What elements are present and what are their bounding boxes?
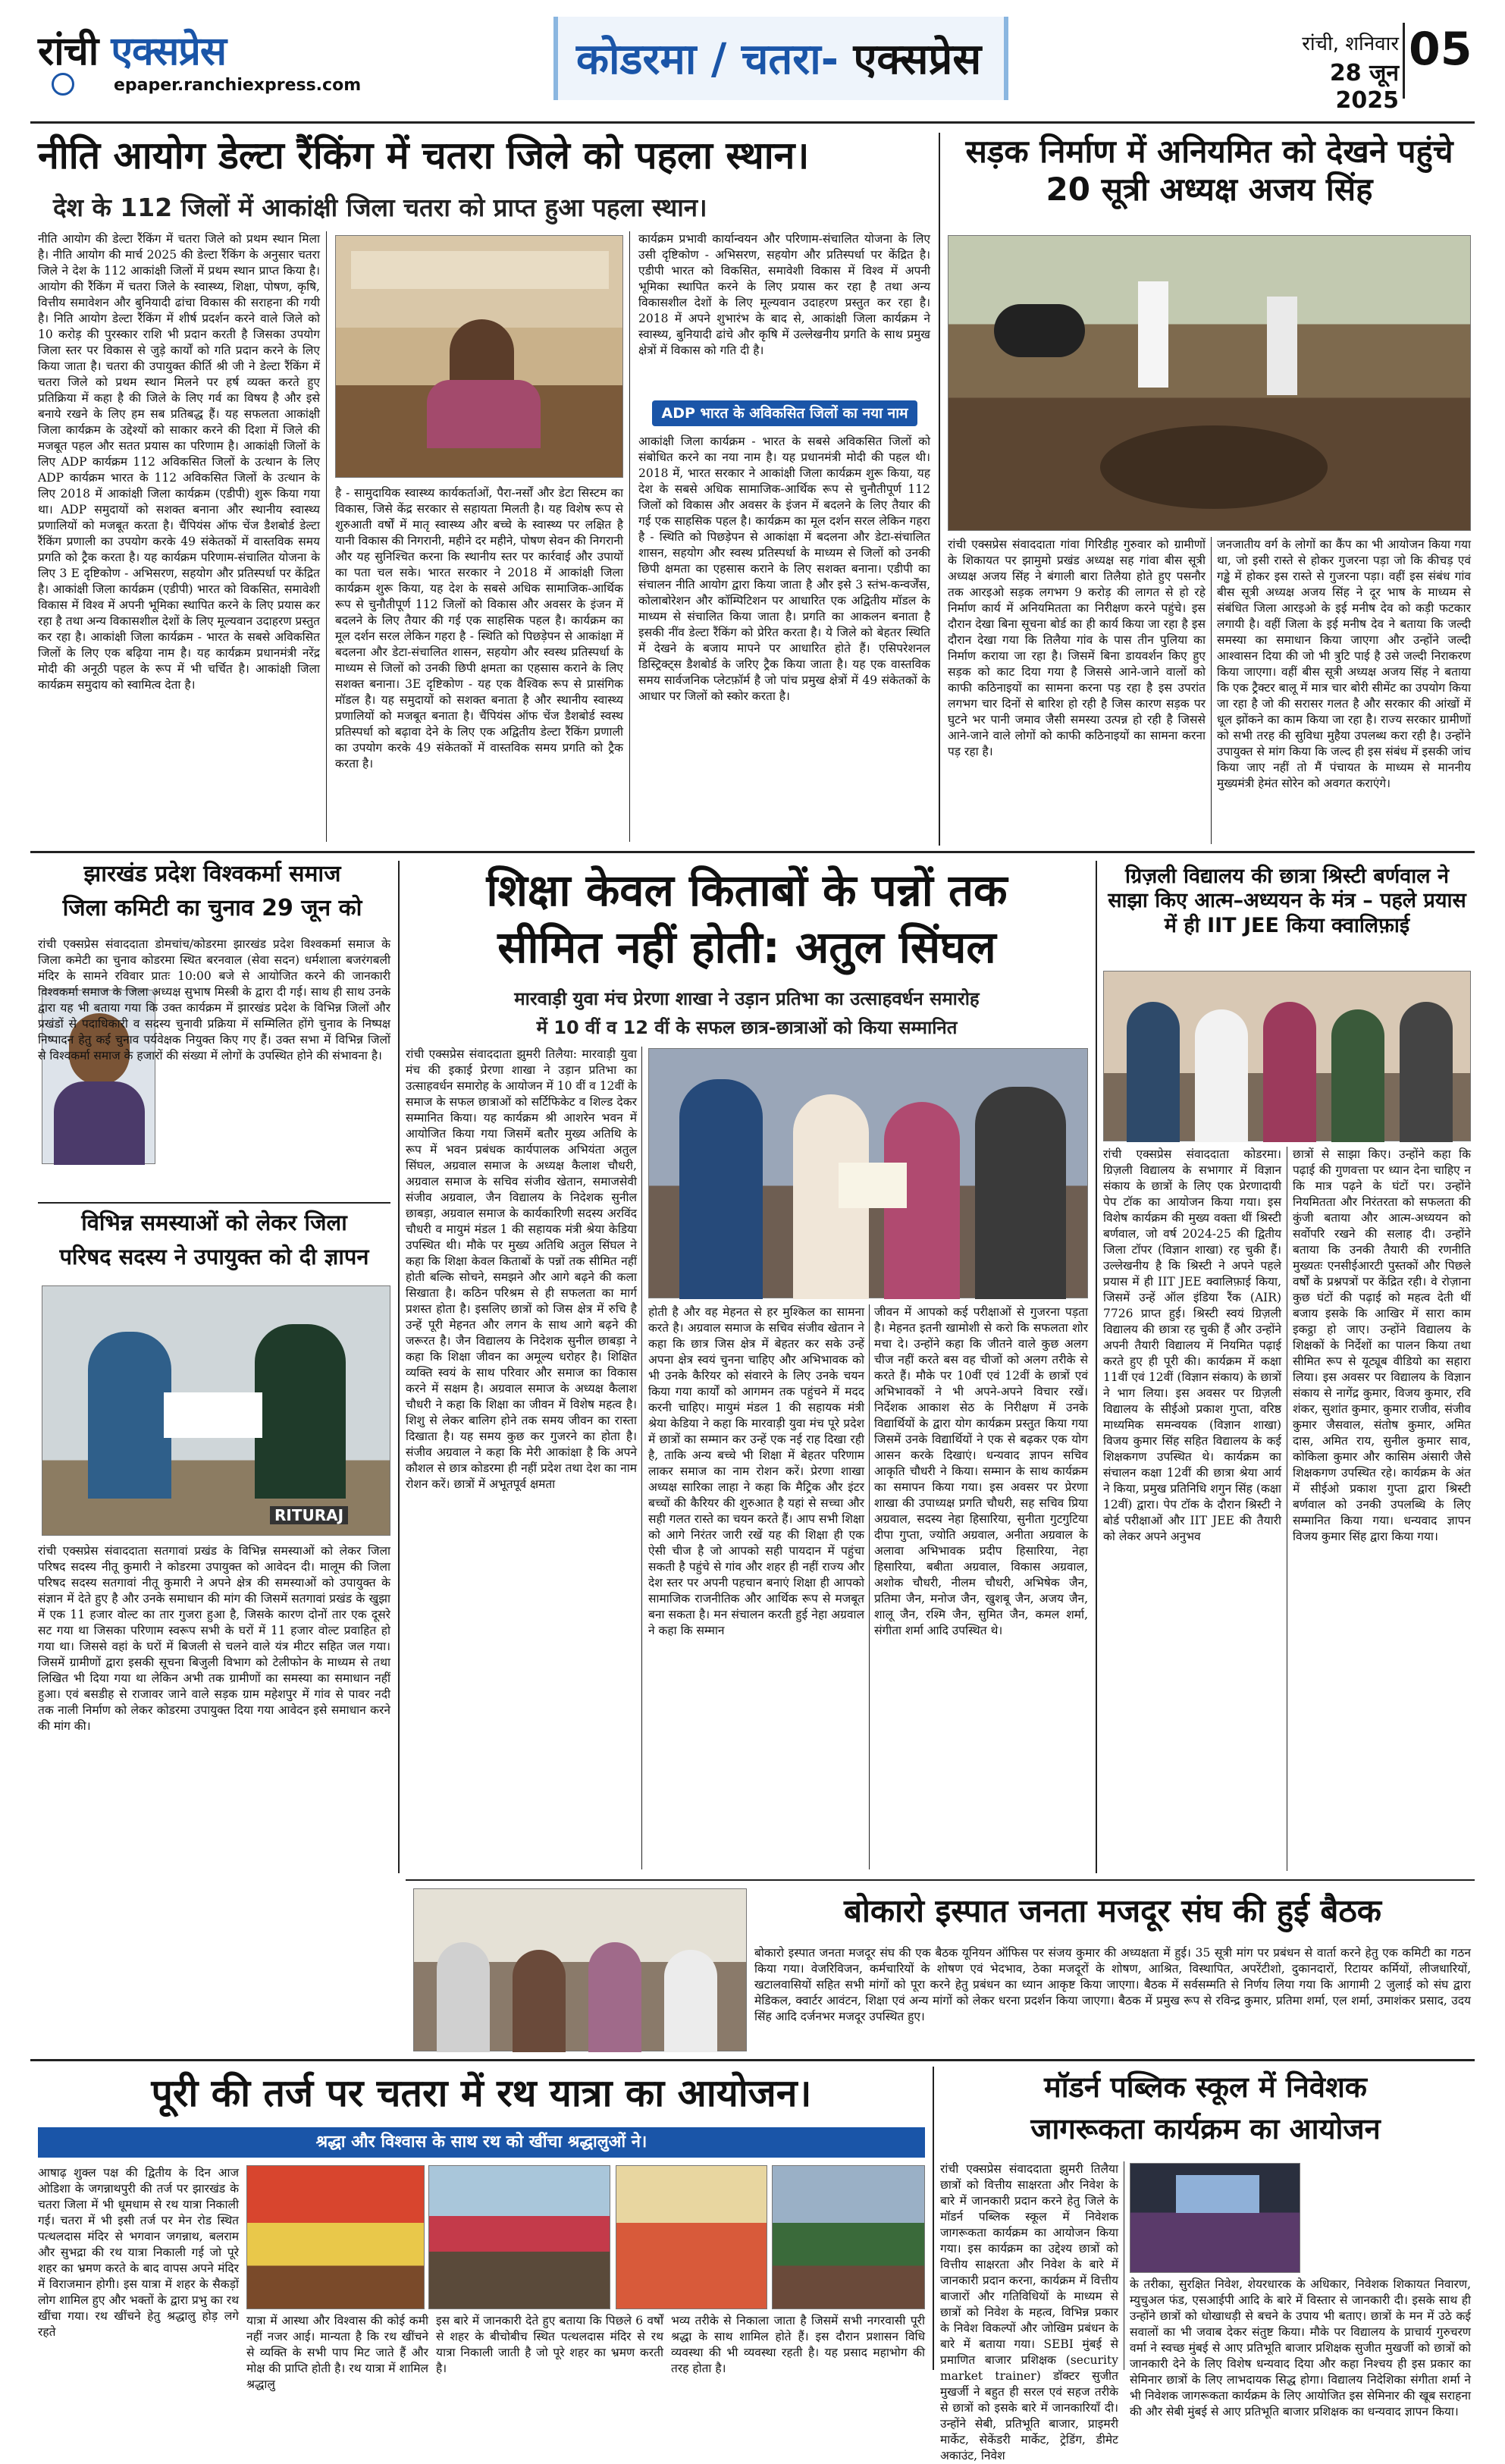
logo-text-a: रांची: [38, 29, 111, 74]
story8-col3: इस बारे में जानकारी देते हुए बताया कि पिछले 6 वर्षों से शहर के बीचोबीच स्थित पत्थलदास मंदिर से रथ यात्रा निकाली जाती है जो पूरे शहर का भ्रमण करती है।: [436, 2314, 663, 2375]
story1-headline: नीति आयोग डेल्टा रैंकिंग में चतरा जिले को पहला स्थान।: [38, 133, 810, 177]
story5-subhead-2: में 10 वीं व 12 वीं के सफल छात्र-छात्राओं को किया सम्मानित: [536, 1017, 958, 1038]
story9-col1: रांची एक्सप्रेस संवाददाता झुमरी तिलैया छात्रों को वित्तीय साक्षरता और निवेश के बारे में जानकारी प्रदान करने हेतु जिले के मॉडर्न पब्लिक स्कूल में निवेशक जागरूकता कार्यक्रम का आयोजन किया गया। इस कार्यक्रम का उद्देश्य छात्रों को वित्तीय साक्षरता और निवेश के बारे में जानकारी प्रदान करना, कार्यक्रम में वित्तीय बाजारों और गतिविधियों के माध्यम से छात्रों को निवेश के महत्व, विभिन्न प्रकार के निवेश विकल्पों और जोखिम प्रबंधन के बारे में बताया गया। SEBI मुंबई से प्रमाणित बाजार प्रशिक्षक (security market trainer) डॉक्टर सुजीत मुखर्जी ने बहुत ही सरल एवं सहज तरीके से छात्रों को इसके बारे में जानकारियाँ दी। उन्होंने सेबी, प्रतिभूति बाजार, प्राइमरी मार्केट, सेकेंडरी मार्केट, ट्रेडिंग, डीमेट अकाउंट, निवेश: [940, 2162, 1118, 2462]
story8-photo-chariot: [246, 2165, 425, 2309]
story5-photo-felicitation: [648, 1048, 1088, 1298]
story9-photo-seminar: [1130, 2163, 1300, 2273]
epaper-url[interactable]: epaper.ranchiexpress.com: [114, 76, 362, 95]
page-number: 05: [1409, 23, 1472, 76]
story3-headline-2: जिला कमिटी का चुनाव 29 जून को: [62, 895, 362, 921]
story8-col1: आषाढ़ शुक्ल पक्ष की द्वितीय के दिन आज ओडिशा के जगन्नाथपुरी की तर्ज पर झारखंड के चतरा जिला में भी धूमधाम से रथ यात्रा निकाली गई। चतरा में भी इसी तर्ज पर मेन रोड स्थित पत्थलदास मंदिर से भगवान जगन्नाथ, बलराम और सुभद्रा की रथ यात्रा निकाली गई जो पूरे शहर का भ्रमण करते के बाद वापस अपने मंदिर में विराजमान होगी। इस यात्रा में शहर के सैकड़ों लोग शामिल हुए और भक्तों के द्वारा प्रभु का रथ खींचा गया। रथ खींचने हेतु श्रद्धालु होड़ लगे रहते: [38, 2166, 239, 2339]
newspaper-logo: [38, 23, 226, 77]
story9-headline-1: मॉडर्न पब्लिक स्कूल में निवेशक: [1043, 2070, 1367, 2104]
story5-headline-1: शिक्षा केवल किताबों के पन्नों तक: [486, 865, 1008, 916]
story5-col2: होती है और वह मेहनत से हर मुश्किल का सामना करते है। अग्रवाल समाज के सचिव संजीव खेतान ने कहा कि छात्र जिस क्षेत्र में बेहतर कर सके उन्हें अपना क्षेत्र स्वयं चुनना चाहिए और अभिभावक को भी उनके कैरियर को संवारने के लिए उनके चयन किया गया कार्यों को आगमन तक पहुंचने में मदद करनी चाहिए। मायुमं मंडल 1 की सहायक मंत्री श्रेया केडिया ने कहा कि मारवाड़ी युवा मंच पूरे प्रदेश में छात्रों का सम्मान कर उन्हें एक नई राह दिखा रही है, ताकि अन्य बच्चे भी शिक्षा में बेहतर परिणाम लाकर समाज का नाम रोशन करें। प्रेरणा शाखा अध्यक्ष सारिका लाहा ने कहा कि मैट्रिक और इंटर बच्चों की कैरियर की शुरुआत है यहां से सच्चा और सही गलत रास्ते का चयन करते हैं। आप सभी शिक्षा को आगे निरंतर जारी रखें यह की शिक्षा ही एक ऐसी चीज है जो आपको सही पायदान में पहुंचा सकती है पहुंचे से गांव और शहर ही नहीं राज्य और देश स्तर पर अपनी पहचान बनाएं शिक्षा ही आपको सामाजिक राजनीतिक और आर्थिक रूप से मजबूत बना सकता है। मन संचालन करती हुई नेहा अग्रवाल ने कहा कि सम्मान: [648, 1305, 864, 1637]
story5-col1: रांची एक्सप्रेस संवाददाता झुमरी तिलैया: मारवाड़ी युवा मंच की इकाई प्रेरणा शाखा ने उड़ान प्रतिभा का उत्साहवर्धन समारोह के आयोजन में 10 वीं व 12वीं के समाज के सफल छात्राओं को सर्टिफिकेट व शिल्ड देकर सम्मानित किया। यह कार्यक्रम श्री आशरेन भवन में आयोजित किया गया जिसमें बतौर मुख्य अतिथि के रूप में भवन प्रबंधक कार्यपालक अभियंता अतुल सिंघल, अग्रवाल समाज के अध्यक्ष कैलाश चौधरी, अग्रवाल समाज के सचिव संजीव खेतान, समाजसेवी संजीव अग्रवाल, जैन विद्यालय के निदेशक सुनील छाबड़ा, अग्रवाल समाज के कार्यकारिणी सदस्य अरविंद चौधरी व मायुमं मंडल 1 की सहायक मंत्री श्रेया केडिया उपस्थित थी। मौके पर मुख्य अतिथि अतुल सिंघल ने कहा कि शिक्षा केवल किताबों के पन्नों तक सीमित नहीं होती बल्कि सोचने, समझने और आगे बढ़ने की कला सिखाता है। कठिन परिश्रम से ही सफलता का मार्ग प्रशस्त होता है। इसलिए छात्रों को जिस क्षेत्र में रुचि है उन्हें पूरी मेहनत और लगन के साथ आगे बढ़ने की जरूरत है। जैन विद्यालय के निदेशक सुनील छाबड़ा ने कहा कि शिक्षा जीवन का अमूल्य धरोहर है। शिक्षित व्यक्ति स्वयं के साथ परिवार और समाज का विकास करने में सक्षम है। अग्रवाल समाज के अध्यक्ष कैलाश चौधरी ने कहा कि शिक्षा का जीवन में विशेष महत्व है। शिशु से लेकर बालिग होने तक समय जीवन का रास्ता दिखाता है। यह समय कुछ कर गुजरने का होता है। संजीव अग्रवाल ने कहा कि मेरी आकांक्षा है कि अपने कौशल से छात्र कोडरमा ही नहीं प्रदेश तथा देश का नाम रोशन करें। छात्रों में अभूतपूर्व क्षमता: [406, 1047, 637, 1491]
story8-headline: पूरी की तर्ज पर चतरा में रथ यात्रा का आयोजन।: [151, 2071, 812, 2115]
story2-col1: रांची एक्सप्रेस संवाददाता गांवा गिरिडीह गुरुवार को ग्रामीणों के शिकायत पर झामुमो प्रखंड अध्यक्ष सह गांवा बीस सूत्री अध्यक्ष अजय सिंह ने बंगाली बारा तिलैया होते हुए पसनौर तक आरइओ सड़क लगभग 9 करोड़ की लागत से हो रहे निर्माण कार्य में अनियमितता का निरीक्षण करने पहुंचे। इस दौरान देखा बिना सूचना बोर्ड का ही कार्य किया जा रहा है इस दौरान देखा गया कि तिलैया गांव के पास तीन पुलिया का निर्माण कराया जा रहा है। जिसमें बिना डायवर्शन किए हुए सड़क को काट दिया गया है जिससे आने-जाने वालों को काफी कठिनाइयों का सामना करना पड़ रहा है इस उपरांत लगभग चार दिनों से बारिश हो रही है जिस कारण सड़क पर घुटने भर पानी जमाव जैसी समस्या उत्पन्न हो रही है जिससे आने-जाने वाले लोगों को काफी कठिनाइयों का सामना करना पड़ रहा है।: [948, 538, 1206, 758]
story6-col1: रांची एक्सप्रेस संवाददाता कोडरमा। ग्रिज़ली विद्यालय के सभागार में विज्ञान संकाय के छात्रों के लिए एक प्रेरणादायी पेप टॉक का आयोजन किया गया। इस विशेष कार्यक्रम की मुख्य वक्ता थीं श्रिस्टी बर्णवाल, जो वर्ष 2024-25 की द्वितीय जिला टॉपर (विज्ञान शाखा) रह चुकी हैं। उल्लेखनीय है कि श्रिस्टी ने अपने पहले प्रयास में ही IIT JEE क्वालिफ़ाई किया, जिसमें उन्हें ऑल इंडिया रैंक (AIR) 7726 प्राप्त हुई। श्रिस्टी स्वयं ग्रिज़ली विद्यालय की छात्रा रह चुकी हैं और उन्होंने अपनी तैयारी विद्यालय में नियमित पढ़ाई करते हुए ही पूरी की। कार्यक्रम में कक्षा 11वीं एवं 12वीं (विज्ञान संकाय) के छात्रों ने भाग लिया। इस अवसर पर ग्रिज़ली विद्यालय के सीईओ प्रकाश गुप्ता, वरिष्ठ माध्यमिक समन्वयक (विज्ञान शाखा) विजय कुमार सिंह सहित विद्यालय के कई शिक्षकगण उपस्थित थे। कार्यक्रम का संचालन कक्षा 12वीं की छात्रा श्रेया आर्य ने किया, प्रमुख प्रतिनिधि शगुन सिंह (कक्षा 12वीं) द्वारा। पेप टॉक के दौरान श्रिस्टी ने बोर्ड परीक्षाओं और IIT JEE की तैयारी को लेकर अपने अनुभव: [1103, 1147, 1281, 1543]
dateline: [1259, 29, 1399, 114]
story9-headline-2: जागरूकता कार्यक्रम का आयोजन: [1030, 2112, 1381, 2145]
story1-col2: है - सामुदायिक स्वास्थ्य कार्यकर्ताओं, पैरा-नर्सों और डेटा सिस्टम का विकास, जिसे केंद्र सरकार से सहायता मिलती है। यह विशेष रूप से शुरुआती वर्षों में मातृ स्वास्थ्य और बच्चे के स्वास्थ्य पर लक्षित है यानी विकास की निगरानी, महीने दर महीने, पोषण सेवन की निगरानी और यह सुनिश्चित करना कि स्थानीय स्तर पर कार्रवाई और उपायों का पता चल सके। भारत सरकार ने 2018 में आकांक्षी जिला कार्यक्रम शुरू किया, यह देश के सबसे अधिक सामाजिक-आर्थिक रूप से चुनौतीपूर्ण 112 जिलों को विकास और अवसर के इंजन में बदलने के लिए तैयार की गई एक साहसिक पहल है। कार्यक्रम का मूल दर्शन सरल लेकिन गहरा है - स्थिति को पिछड़ेपन से आकांक्षा में बदलना और डेटा-संचालित शासन, सहयोग और स्वस्थ प्रतिस्पर्धा के माध्यम से जिलों को उनकी छिपी क्षमता का एहसास कराने के लिए सशक्त बनाना। 3E दृष्टिकोण - यह एक वैश्विक रूप से प्रासंगिक मॉडल है। यह समुदायों को सशक्त बनाता है और स्थानीय स्वास्थ्य प्रणालियों को मजबूत बनाता है। चैंपियंस ऑफ चेंज डैशबोर्ड स्वस्थ प्रतिस्पर्धा को बढ़ावा देने के लिए एक अद्वितीय डेल्टा रैंकिंग प्रणाली का उपयोग करके 49 संकेतकों में वास्तविक समय प्रगति को ट्रैक करता है।: [335, 486, 623, 771]
story8-photo-crowd: [428, 2165, 610, 2309]
section-title: [576, 29, 981, 86]
section-title-b: एक्सप्रेस: [838, 35, 982, 84]
story2-col2: जनजातीय वर्ग के लोगों का कैंप का भी आयोजन किया गया था, जो इसी रास्ते से होकर गुजरना पड़ा जो कि कीचड़ एवं गड्ढे में होकर इस रास्ते से गुजरना पड़ा। वहीं इस संबंध गांव बीस सूत्री अध्यक्ष अजय सिंह ने दूर भाष के माध्यम से संबंधित जिला आरइओ के इई मनीष देव को कड़ी फटकार लगायी है। वहीं जिला के इई मनीष देव ने बताया कि जल्दी समस्या का समाधान किया जाएगा और उन्होंने जल्दी आश्वासन दिया की जो भी त्रुटि पाई है उसे जल्दी निराकरण किया जाएगा। वहीं बीस सूत्री अध्यक्ष अजय सिंह ने बताया कि एक ट्रैक्टर बालू में मात्र चार बोरी सीमेंट का उपयोग किया जा रहा है जो की सरासर गलत है और सरकार की आंखों में धूल झोंकने का काम किया जा रहा है। राज्य सरकार ग्रामीणों को सभी तरह की सुविधा मुहैया उपलब्ध करा रही है। उन्होंने उपायुक्त से मांग किया कि जल्द ही इस संबंध में इसकी जांच किया जाए नहीं तो मैं पंचायत के माध्यम से माननीय मुख्यमंत्री हेमंत सोरेन को अवगत कराएंगे।: [1217, 538, 1471, 790]
story4-headline-1: विभिन्न समस्याओं को लेकर जिला: [81, 1210, 347, 1235]
story6-photo-school: [1103, 971, 1471, 1141]
section-title-a: कोडरमा / चतरा-: [576, 35, 839, 84]
story8-photo-devotees: [616, 2165, 767, 2309]
story7-body: बोकारो इस्पात जनता मजदूर संघ की एक बैठक यूनियन ऑफिस पर संजय कुमार की अध्यक्षता में हुई। 35 सूत्री मांग पर प्रबंधन से वार्ता करने हेतु एक कमिटी का गठन किया गया। वेजरिविजन, कर्मचारियों के शोषण एवं भेदभाव, ठेका मजदूरों के शोषण, आश्रित, विस्थापित, अपरेंटीशो, दुकानदारों, रिटायर कर्मियों, लीजधारियों, खटालवासियों सहित सभी मांगों को पूरा करने हेतु प्रबंधन का ध्यान आकृष्ट किया जाएगा। बैठक में सर्वसम्मति से निर्णय लिया गया कि आगामी 2 जुलाई को संघ द्वारा मेडिकल, क्वार्टर आवंटन, शिक्षा एवं अन्य मांगों को लेकर धरना प्रदर्शन किया जाएगा। बैठक में प्रमुख रूप से रविन्द्र कुमार, प्रतिमा शर्मा, एल शर्मा, उमाशंकर प्रसाद, उदय सिंह आदि दर्जनभर मजदूर उपस्थित हुए।: [754, 1946, 1471, 2023]
story7-headline: बोकारो इस्पात जनता मजदूर संघ की हुई बैठक: [843, 1892, 1381, 1929]
story8-photo-procession: [772, 2165, 925, 2309]
story5-col3: जीवन में आपको कई परीक्षाओं से गुजरना पड़ता है। मेहनत इतनी खामोशी से करो कि सफलता शोर मचा दे। उन्होंने कहा कि जीतने वाले कुछ अलग चीज नहीं करते बस वह चीजों को अलग तरीके से करते हैं। मौके पर 10वीं एवं 12वीं के छात्रों एवं अभिभावकों ने भी अपने-अपने विचार रखें। निर्देशक आकाश सेठ के निरीक्षण में उनके विद्यार्थियों के द्वारा योग कार्यक्रम प्रस्तुत किया गया जिसमें उनके विद्यार्थियों ने एक से बढ़कर एक योग आसन करके दिखाएं। धन्यवाद ज्ञापन सचिव आकृति चौधरी ने किया। सम्मान के साथ कार्यक्रम का समापन किया गया। इस अवसर पर प्रेरणा शाखा की उपाध्यक्ष प्रगति चौधरी, सह सचिव प्रिया अग्रवाल, सदस्य नेहा हिसारिया, सुनीता गुटगुटिया दीपा गुप्ता, ज्योति अग्रवाल, अनीता अग्रवाल के अलावा अभिभावक प्रदीप हिसारिया, नेहा हिसारिया, बबीता अग्रवाल, विकास अग्रवाल, अशोक चौधरी, नीलम चौधरी, अभिषेक जैन, प्रतिमा जैन, मनोज जैन, खुशबू जैन, अजय जैन, शालू जैन, रश्मि जैन, सुमित जैन, कमल शर्मा, संगीता शर्मा आदि उपस्थित थे।: [874, 1305, 1088, 1637]
story8-col4: भव्य तरीके से निकाला जाता है जिसमें सभी नगरवासी पूरी श्रद्धा के साथ शामिल होते हैं। इस दौरान प्रशासन विधि व्यवस्था की भी व्यवस्था रहती है। यह प्रसाद महाभोग की तरह होता है।: [671, 2314, 925, 2375]
story6-headline: ग्रिज़ली विद्यालय की छात्रा श्रिस्टी बर्णवाल ने साझा किए आत्म–अध्ययन के मंत्र – पहले प्रयास में ही IIT JEE किया क्वालिफ़ाई: [1108, 865, 1466, 937]
story1-col1: नीति आयोग की डेल्टा रैंकिंग में चतरा जिले को प्रथम स्थान मिला है। नीति आयोग की मार्च 2025 की डेल्टा रैंकिंग के अनुसार चतरा जिले ने देश के 112 आकांक्षी जिलों में प्रथम स्थान प्राप्त किया है। आयोग की रैंकिंग में चतरा जिले के स्वास्थ्य, शिक्षा, पोषण, कृषि, वित्तीय समावेशन और बुनियादी ढांचा विकास की सराहना की गयी है। निति आयोग डेल्टा रैंकिंग में शीर्ष प्रदर्शन करने वाले जिले को 10 करोड़ की पुरस्कार राशि भी प्रदान करती है जिसका उपयोग जिला स्तर पर विकास से जुड़े कार्यों को गति प्रदान करने के लिए किया जाता है। चतरा की उपायुक्त कीर्ति श्री जी ने डेल्टा रैंकिंग में चतरा जिले को प्रथम स्थान मिलने पर हर्ष व्यक्त करते हुए प्रतिक्रिया में कहा है की जिले के लिए गर्व का विषय है और इसे बनाये रखने के लिए हम सब प्रतिबद्ध हैं। यह सफलता आकांक्षी जिला कार्यक्रम के उद्देश्यों को साकार करने की दिशा में जिले की मजबूत पहल और सतत प्रयास का परिणाम है। आकांक्षी जिलों के लिए ADP कार्यक्रम 112 अविकसित जिलों के उत्थान के लिए ADP कार्यक्रम भारत के 112 अविकसित जिलों के उत्थान के लिए 2018 में आकांक्षी जिला कार्यक्रम (एडीपी) शुरू किया गया था। ADP समुदायों को सशक्त बनाना और स्थानीय स्वास्थ्य प्रणालियों को मजबूत करता है। चैंपियंस ऑफ चेंज डैशबोर्ड डेल्टा रैंकिंग प्रणाली का उपयोग करके 49 संकेतकों में वास्तविक समय प्रगति को ट्रैक करता है। यह कार्यक्रम परिणाम-संचालित योजना के लिए 3 E दृष्टिकोण - अभिसरण, सहयोग और प्रतिस्पर्धा पर केंद्रित है। आकांक्षी जिला कार्यक्रम (एडीपी) भारत को विकसित, समावेशी विकास में विश्व में अपनी भूमिका स्थापित करने के लिए प्रयास कर रहा है तथा अन्य विकासशील देशों के लिए मूल्यवान उदाहरण प्रस्तुत कर रहा है। आकांक्षी जिला कार्यक्रम - भारत के सबसे अविकसित जिलों के लिए एक बढ़िया नाम है। यह कार्यक्रम प्रधानमंत्री नरेंद्र मोदी की अनूठी पहल के रूप में भी चर्चित है। आकांक्षी जिला कार्यक्रम समुदाय को स्वामित्व देता है।: [38, 232, 320, 692]
story2-photo-road: [948, 235, 1471, 531]
logo-text-b: एक्सप्रेस: [111, 29, 227, 74]
story1-subhead: देश के 112 जिलों में आकांक्षी जिला चतरा को प्राप्त हुआ पहला स्थान।: [53, 193, 707, 222]
story4-headline-2: परिषद सदस्य ने उपायुक्त को दी ज्ञापन: [59, 1244, 369, 1270]
story1-photo-officer: [335, 235, 623, 478]
city-day: रांची, शनिवार: [1302, 33, 1399, 55]
story4-photo-memorandum: [42, 1285, 390, 1536]
story1-col3a: कार्यक्रम प्रभावी कार्यान्वयन और परिणाम-संचालित योजना के लिए उसी दृष्टिकोण - अभिसरण, सहयोग और प्रतिस्पर्धा पर केंद्रित है। एडीपी भारत को विकसित, समावेशी विकास में विश्व में अपनी भूमिका स्थापित करने के लिए प्रयास कर रहा है तथा अन्य विकासशील देशों के लिए मूल्यवान उदाहरण प्रस्तुत कर रहा है। 2018 में अपने शुभारंभ के बाद से, आकांक्षी जिला कार्यक्रम ने स्वास्थ्य, बुनियादी ढांचे और कृषि में उल्लेखनीय प्रगति के साथ प्रमुख क्षेत्रों में विकास को गति दी है।: [638, 232, 930, 357]
story6-col2: छात्रों से साझा किए। उन्होंने कहा कि पढ़ाई की गुणवत्ता पर ध्यान देना चाहिए न कि मात्र पढ़ने के घंटों पर। उन्होंने नियमितता और निरंतरता को सफलता की कुंजी बताया और आत्म-अध्ययन को सर्वोपरि रखने की सलाह दी। उन्होंने बताया कि उनकी तैयारी की रणनीति मुख्यतः एनसीईआरटी पुस्तकों और पिछले वर्षों के प्रश्नपत्रों पर केंद्रित रही। वे रोज़ाना कुछ घंटों की पढ़ाई को महत्व देती थीं बजाय इसके कि आखिर में सारा काम इकट्ठा हो जाए। उन्होंने विद्यालय के शिक्षकों के निर्देशों का पालन किया तथा सीमित रूप से यूट्यूब वीडियो का सहारा लिया। इस अवसर पर विद्यालय के विज्ञान संकाय से नागेंद्र कुमार, विजय कुमार, रवि शंकर, सुशांत कुमार, कुमार राजीव, संजीव कुमार जैसवाल, संतोष कुमार, अमित दास, अमित राय, सुनील कुमार साव, कोकिला कुमार और कासिम अंसारी जैसे शिक्षकगण उपस्थित रहे। कार्यक्रम के अंत में सीईओ प्रकाश गुप्ता द्वारा श्रिस्टी बर्णवाल को उनकी उपलब्धि के लिए सम्मानित किया गया। धन्यवाद ज्ञापन विजय कुमार सिंह द्वारा किया गया।: [1293, 1147, 1471, 1543]
story1-banner: ADP भारत के अविकसित जिलों का नया नाम: [652, 400, 917, 426]
story8-col2: यात्रा में आस्था और विश्वास की कोई कमी नहीं नजर आई। मान्यता है कि रथ खींचने से व्यक्ति के सभी पाप मिट जाते हैं और मोक्ष की प्राप्ति होती है। रथ यात्रा में शामिल श्रद्धालु: [246, 2314, 428, 2391]
story4-photo-tag: RITURAJ: [270, 1506, 348, 1524]
story3-body: रांची एक्सप्रेस संवाददाता डोमचांच/कोडरमा झारखंड प्रदेश विश्वकर्मा समाज के जिला कमेटी का चुनाव कोडरमा स्थित बरनवाल (सेवा सदन) धर्मशाला बजरंगबली मंदिर के सामने रविवार प्रातः 10:00 बजे से आयोजित करने की जानकारी विश्वकर्मा समाज के जिला अध्यक्ष सुभाष मिस्त्री के द्वारा दी गई। साथ ही साथ उनके द्वारा यह भी बताया गया कि उक्त कार्यक्रम में झारखंड प्रदेश के विभिन्न जिलों और प्रखंडों से पदाधिकारी व सदस्य चुनावी प्रक्रिया में सम्मिलित होंगे चुनाव के निष्पक्ष निष्पादन हेतु कई चुनाव पर्यवेक्षक नियुक्त किए गए हैं। उक्त सभा में विभिन्न जिलों से विश्वकर्मा समाज के हजारों की संख्या में लोगों के उपस्थित होने की संभावना है।: [38, 937, 390, 1063]
story7-photo-meeting: [413, 1888, 747, 2051]
story1-col3b: आकांक्षी जिला कार्यक्रम - भारत के सबसे अविकसित जिलों को संबोधित करने का नया नाम है। यह प्रधानमंत्री मोदी की पहल थी। 2018 में, भारत सरकार ने आकांक्षी जिला कार्यक्रम शुरू किया, यह देश के सबसे अधिक सामाजिक-आर्थिक रूप से चुनौतीपूर्ण 112 जिलों को विकास और अवसर के इंजन में बदलने के लिए तैयार की गई एक साहसिक पहल है। कार्यक्रम का मूल दर्शन सरल लेकिन गहरा है - स्थिति को पिछड़ेपन से आकांक्षा में बदलना और डेटा-संचालित शासन, सहयोग और स्वस्थ प्रतिस्पर्धा के माध्यम से जिलों को उनकी छिपी क्षमता का एहसास कराने के लिए सशक्त बनाना। एडीपी का संचालन नीति आयोग द्वारा किया जाता है और इसे 3 स्तंभ-कन्वर्जेंस, कोलाबोरेशन और कॉम्पिटिशन पर आधारित एक अद्वितीय मॉडल के माध्यम से संचालित किया जाता है। प्रगति का आकलन बनाता है इसकी नींव डेल्टा रैंकिंग को प्रेरित करता है। ये जिले को बेहतर स्थिति में देखने के बजाय मापने पर आधारित होते हैं। एसिपरेशनल डिस्ट्रिक्ट्स डैशबोर्ड के जरिए ट्रैक किया जाता है। यह एक वास्तविक समय सार्वजनिक प्लेटफ़ॉर्म है जो पांच प्रमुख क्षेत्रों में 49 संकेतकों के आधार पर जिलों को स्कोर करता है।: [638, 435, 930, 703]
story2-headline: सड़क निर्माण में अनियमित को देखने पहुंचे 20 सूत्री अध्यक्ष अजय सिंह: [965, 133, 1453, 209]
globe-icon: [52, 73, 74, 96]
story3-headline-1: झारखंड प्रदेश विश्वकर्मा समाज: [83, 861, 341, 887]
story5-subhead-1: मारवाड़ी युवा मंच प्रेरणा शाखा ने उड़ान प्रतिभा का उत्साहवर्धन समारोह: [514, 988, 980, 1009]
story9-col2: के तरीका, सुरक्षित निवेश, शेयरधारक के अधिकार, निवेशक शिकायत निवारण, म्युचुअल फंड, एसआईपी आदि के बारे में विस्तार से जानकारी दी। इसके साथ ही उन्होंने छात्रों को धोखाधड़ी से बचने के उपाय भी बताए। छात्रों के मन में उठे कई सवालों का भी जवाब देकर संतुष्ट किया। मौके पर विद्यालय के प्राचार्य गुरुचरण वर्मा ने स्वच्छ मुंबई से आए प्रतिभूति बाजार प्रशिक्षक सुजीत मुखर्जी को छात्रों को जानकारी देने के लिए विशेष धन्यवाद दिया और कहा निश्चय ही इस प्रकार का सेमिनार छात्रों के लिए लाभदायक सिद्ध होगा। विद्यालय निदेशिका संगीता शर्मा ने भी निवेशक जागरूकता कार्यक्रम के लिए आयोजित इस सेमिनार की खूब सराहना की और सेबी मुंबई से आए प्रतिभूति बाजार प्रशिक्षक का धन्यवाद ज्ञापन किया।: [1130, 2277, 1471, 2418]
issue-date: 28 जून 2025: [1329, 60, 1399, 114]
story4-body: रांची एक्सप्रेस संवाददाता सतगावां प्रखंड के विभिन्न समस्याओं को लेकर जिला परिषद सदस्य नीतू कुमारी ने कोडरमा उपायुक्त को आवेदन दी। मालूम की जिला परिषद सदस्य सतगावां नीतू कुमारी ने अपने क्षेत्र की समस्याओं को उपायुक्त के संज्ञान में देते हुए है और उनके समाधान की मांग की जिसमें सतगावां प्रखंड के खुझा में एक 11 हजार वोल्ट का तार गुजरा हुआ है, जिसके कारण दोनों तार एक दूसरे सट गया था जिसका परिणाम स्वरूप सभी के घरों में 11 हजार वोल्ट प्रवाहित हो गया था। जिससे वहां के घरों में बिजली से चलने वाले यंत्र मीटर सहित जल गया। जिसमें ग्रामीणों द्वारा इसकी सूचना बिजुली विभाग को टेलीफोन के माध्यम से तथा लिखित भी दिया गया था लेकिन अभी तक ग्रामीणों का समस्या का समाधान नहीं हुआ। एवं बसडीह से राजावर जाने वाले सड़क ग्राम महेशपुर में गांव से पावर नदी तक नाली निर्माण को लेकर कोडरमा उपायुक्त दिया गया आवेदन इसे समाधान करने की मांग की।: [38, 1544, 390, 1733]
story5-headline-2: सीमित नहीं होती: अतुल सिंघल: [497, 921, 996, 973]
story8-banner: श्रद्धा और विश्वास के साथ रथ को खींचा श्रद्धालुओं ने।: [38, 2127, 925, 2158]
